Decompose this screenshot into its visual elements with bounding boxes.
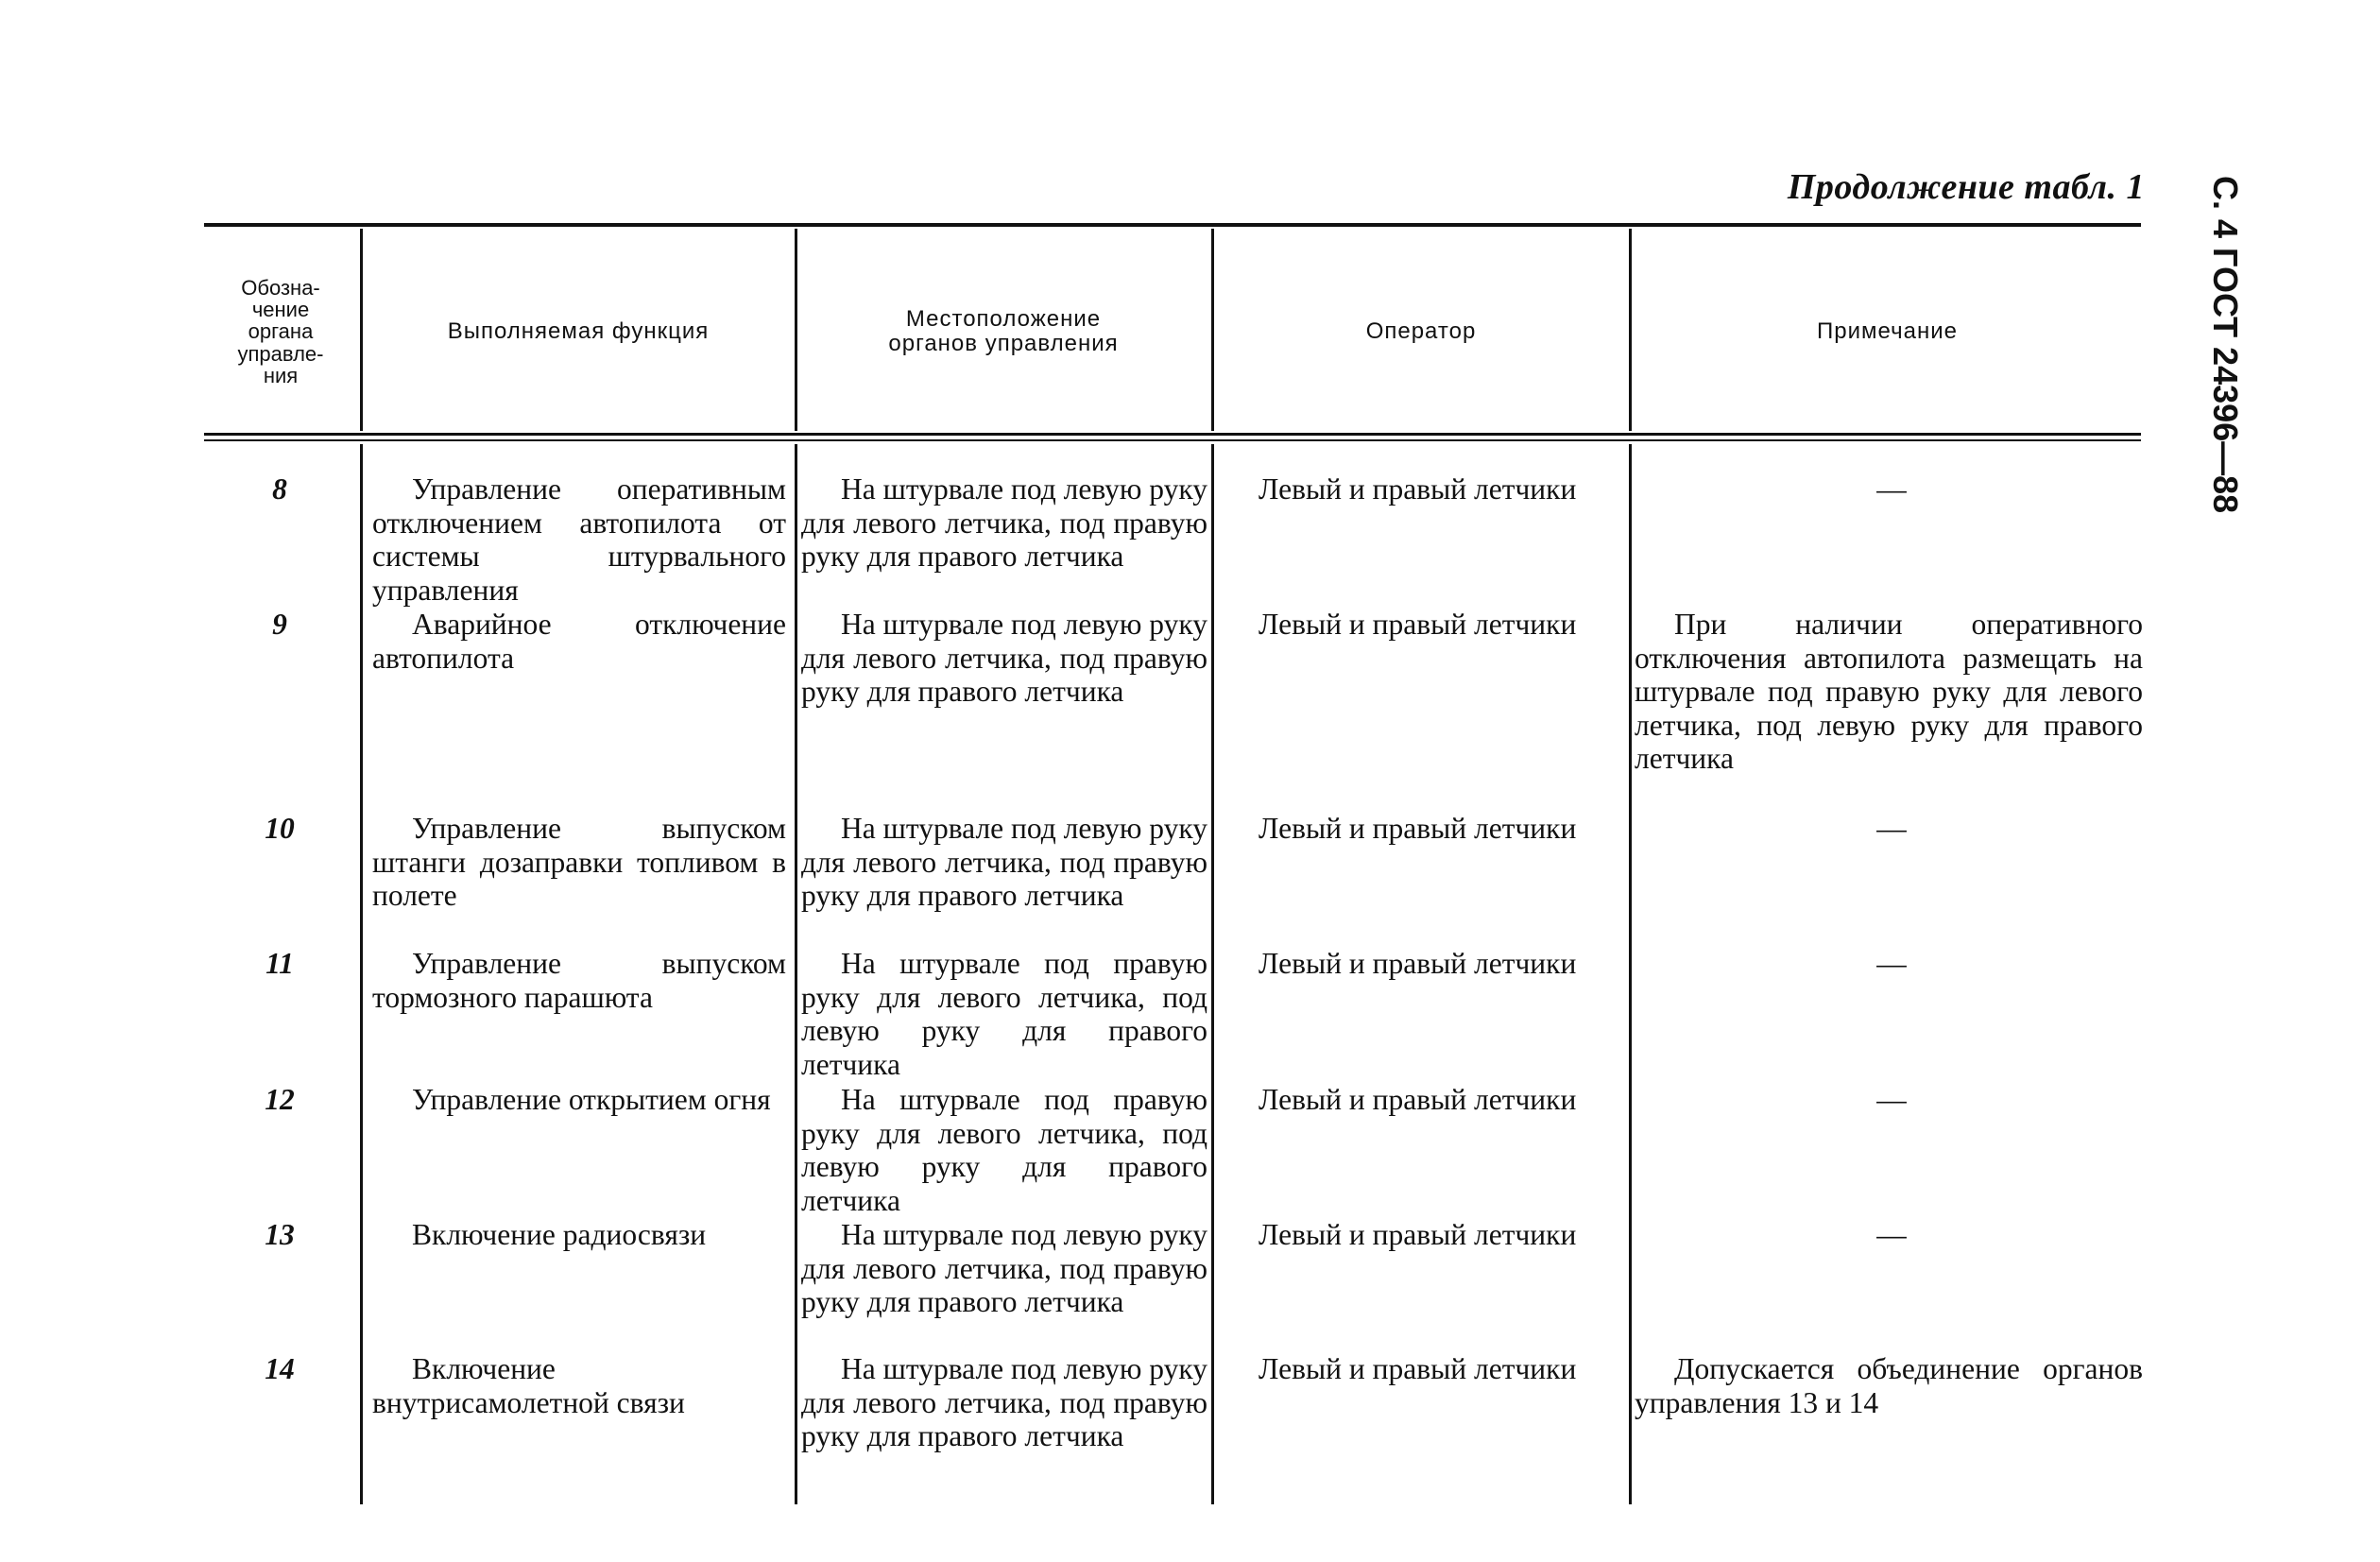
- top-rule: [204, 223, 2141, 227]
- operator-cell: Левый и правый летчики: [1258, 608, 1577, 641]
- operator-cell: Левый и правый летчики: [1258, 812, 1577, 845]
- header-divider: [1211, 229, 1214, 431]
- header-divider: [1629, 229, 1632, 431]
- note-cell: —: [1876, 1083, 1907, 1116]
- note-cell: —: [1876, 812, 1907, 845]
- operator-cell: Левый и правый летчики: [1258, 1083, 1577, 1116]
- control-number: 11: [265, 947, 294, 980]
- location-cell: На штурвале под правую руку для левого летчика, под левую руку для правого летчика: [801, 1083, 1207, 1217]
- control-number: 9: [272, 608, 287, 641]
- operator-cell: Левый и правый летчики: [1258, 472, 1577, 506]
- header-note: Примечание: [1817, 318, 1958, 344]
- column-divider: [1211, 444, 1214, 1504]
- function-cell: Включение внутрисамолетной связи: [372, 1352, 685, 1419]
- note-cell: При наличии оперативного отключения автопилота размещать на штурвале под правую руку для левого летчика, под левую руку для правого летчика: [1635, 608, 2143, 775]
- control-number: 8: [272, 472, 287, 506]
- control-number: 14: [265, 1352, 295, 1385]
- header-rule-1: [204, 433, 2141, 436]
- function-cell: Управление оперативным отключением автопилота от системы штурвального управления: [372, 472, 786, 607]
- control-number: 10: [265, 812, 295, 845]
- function-cell: Управление выпуском тормозного парашюта: [372, 947, 786, 1014]
- function-cell: Управление выпуском штанги дозаправки топливом в полете: [372, 812, 786, 912]
- column-divider: [795, 444, 797, 1504]
- note-cell: —: [1876, 1218, 1907, 1251]
- control-number: 13: [265, 1218, 295, 1251]
- header-function: Выполняемая функция: [447, 318, 710, 344]
- location-cell: На штурвале под левую руку для левого летчика, под правую руку для правого летчика: [801, 1352, 1207, 1452]
- header-operator: Оператор: [1365, 318, 1477, 344]
- control-number: 12: [265, 1083, 295, 1116]
- location-cell: На штурвале под левую руку для левого летчика, под правую руку для правого летчика: [801, 608, 1207, 708]
- operator-cell: Левый и правый летчики: [1258, 1352, 1577, 1385]
- column-divider: [1629, 444, 1632, 1504]
- side-header-text: С. 4 ГОСТ 24396—88: [2206, 176, 2245, 514]
- note-cell: —: [1876, 472, 1907, 506]
- function-cell: Включение радиосвязи: [412, 1218, 707, 1251]
- note-cell: Допускается объединение органов управления 13 и 14: [1635, 1352, 2143, 1419]
- location-cell: На штурвале под левую руку для левого летчика, под правую руку для правого летчика: [801, 812, 1207, 912]
- location-cell: На штурвале под правую руку для левого летчика, под левую руку для правого летчика: [801, 947, 1207, 1081]
- location-cell: На штурвале под левую руку для левого летчика, под правую руку для правого летчика: [801, 472, 1207, 573]
- header-divider: [360, 229, 363, 431]
- location-cell: На штурвале под левую руку для левого летчика, под правую руку для правого летчика: [801, 1218, 1207, 1318]
- header-divider: [795, 229, 797, 431]
- operator-cell: Левый и правый летчики: [1258, 947, 1577, 980]
- header-location: Местоположение органов управления: [888, 305, 1119, 356]
- header-rule-2: [204, 439, 2141, 441]
- function-cell: Управление открытием огня: [412, 1083, 771, 1116]
- side-header: [2200, 176, 2252, 554]
- header-number: Обозна- чение органа управле- ния: [237, 276, 324, 387]
- column-divider: [360, 444, 363, 1504]
- note-cell: —: [1876, 947, 1907, 980]
- operator-cell: Левый и правый летчики: [1258, 1218, 1577, 1251]
- function-cell: Аварийное отключение автопилота: [372, 608, 786, 675]
- table-caption: Продолжение табл. 1: [1787, 167, 2145, 207]
